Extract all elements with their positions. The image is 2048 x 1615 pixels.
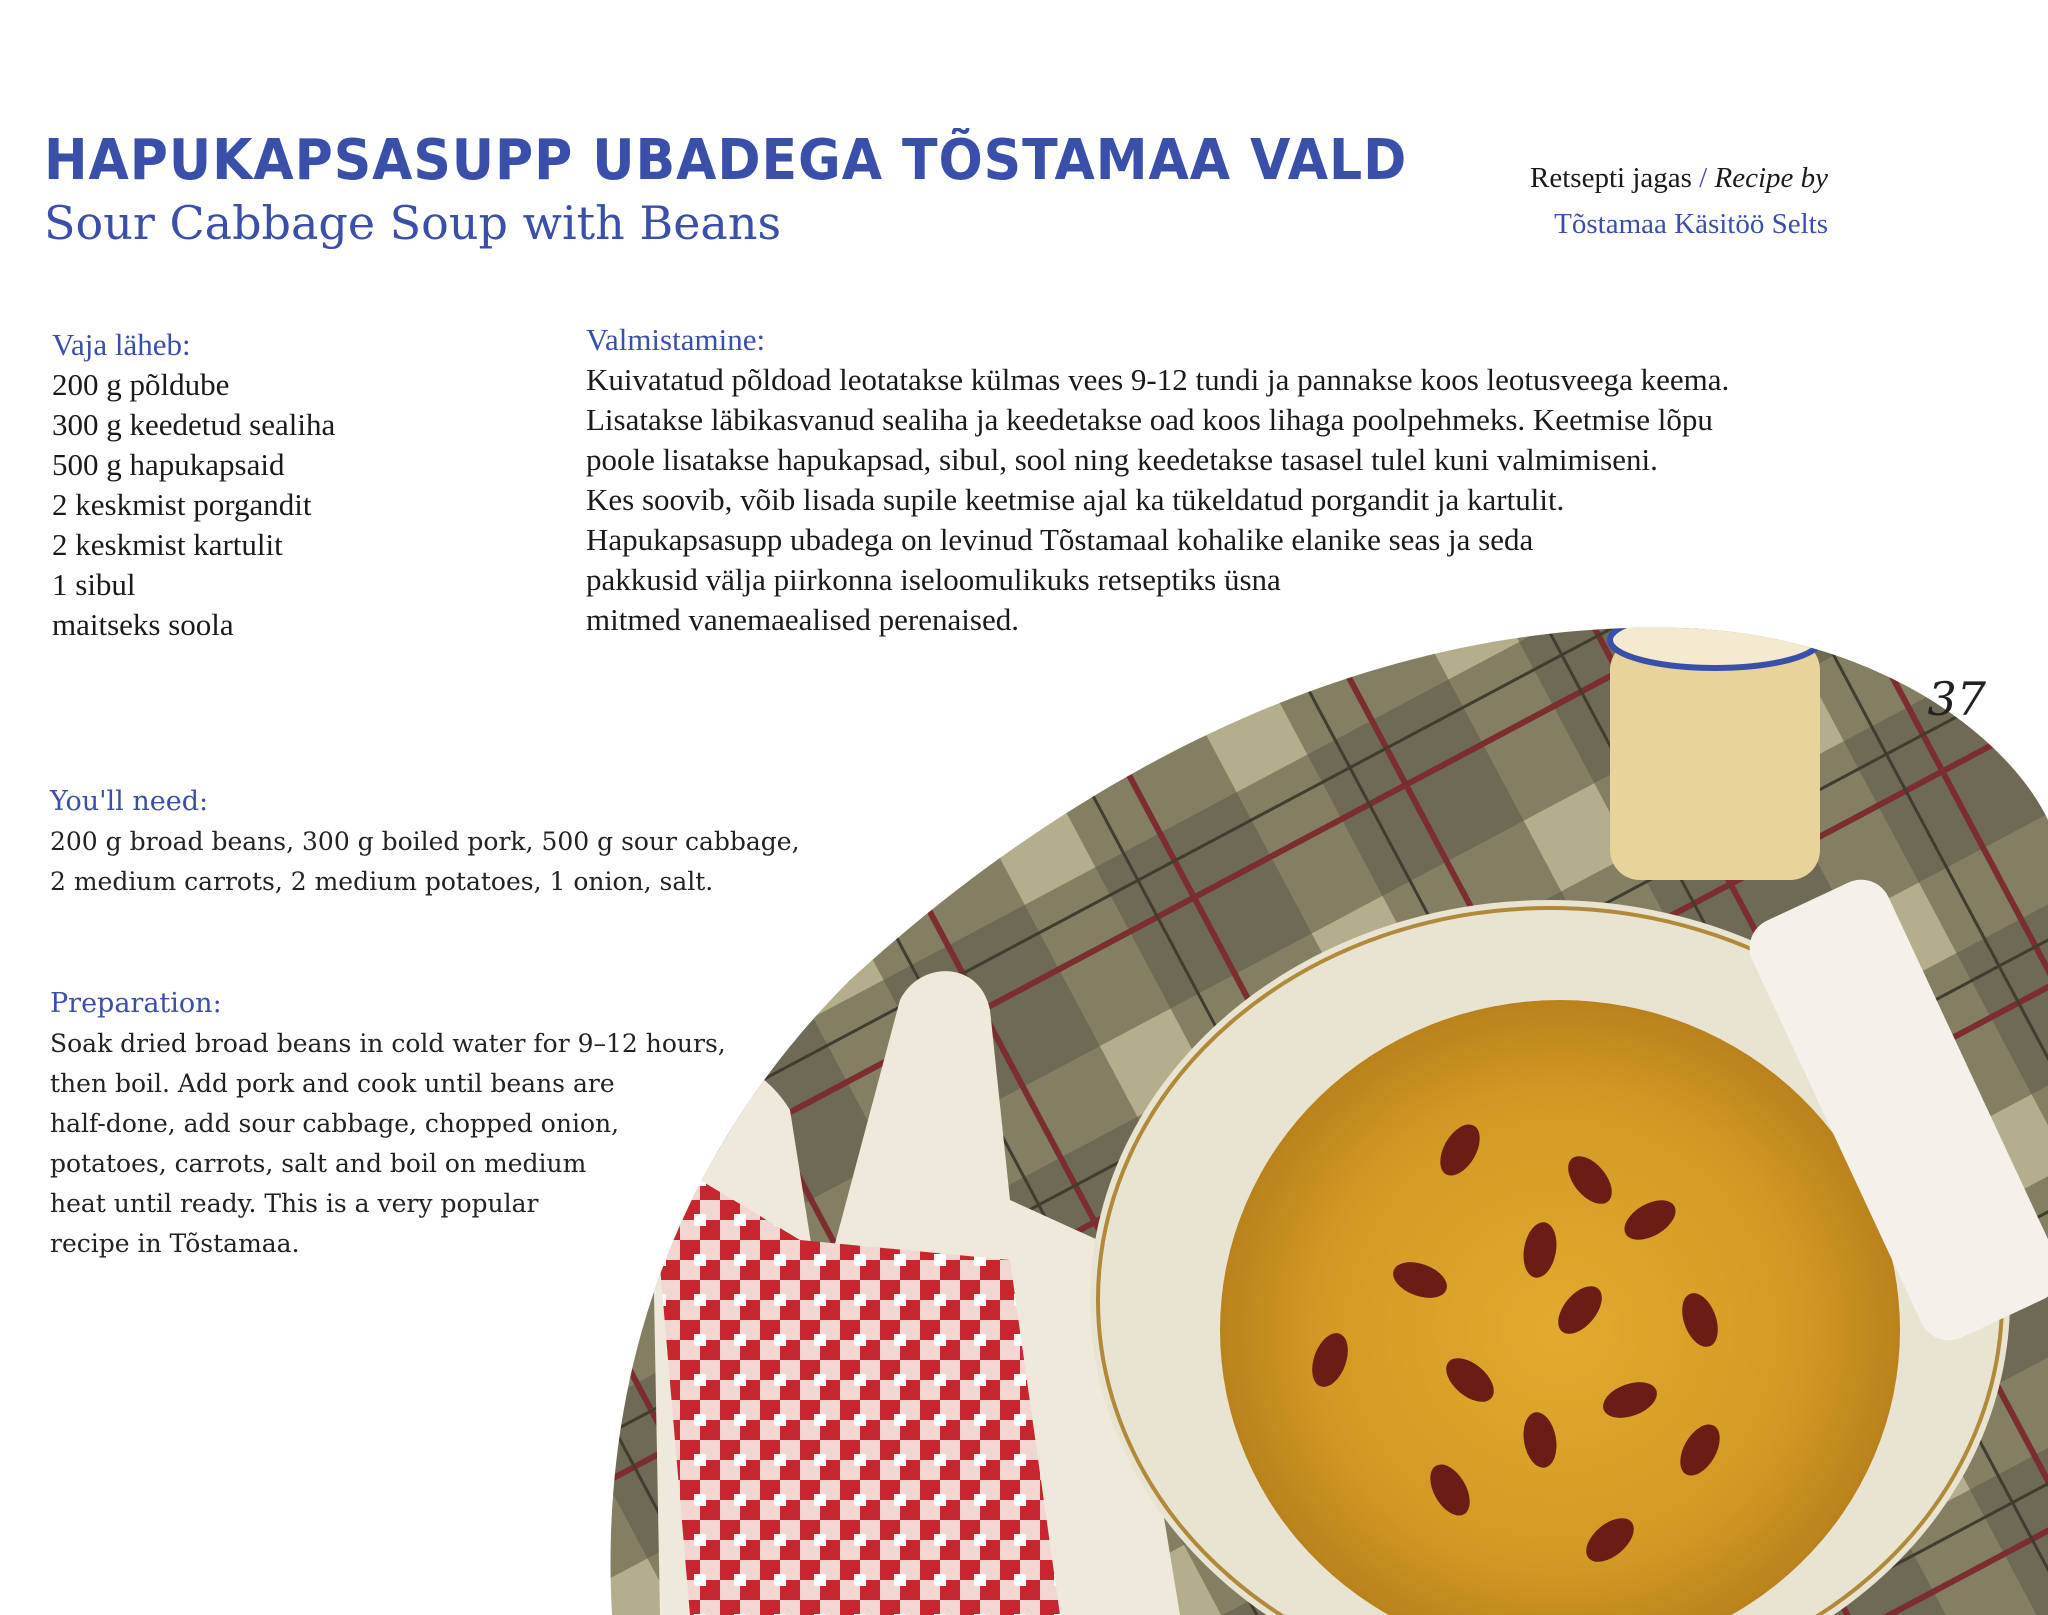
page-title: HAPUKAPSASUPP UBADEGA TÕSTAMAA VALD [44,128,1408,193]
ingredients-et-list [52,365,335,645]
ingredient-item: 300 g keedetud sealiha [52,407,336,442]
milk-glass [1610,612,1820,880]
method-et-line: poole lisatakse hapukapsad, sibul, sool ning keedetakse tasasel tulel kuni valmimiseni. [586,442,1658,477]
ingredients-en-line: 200 g broad beans, 300 g boiled pork, 500 g sour cabbage, [50,827,800,856]
ingredients-et-heading: Vaja läheb: [52,327,191,362]
method-en-heading: Preparation: [50,988,222,1019]
method-et-line: Hapukapsasupp ubadega on levinud Tõstamaal kohalike elanike seas ja seda [586,522,1534,557]
ingredient-item: maitseks soola [52,607,234,642]
method-en [50,984,750,1264]
method-et [586,320,1846,640]
method-et-line: Kes soovib, võib lisada supile keetmise ajal ka tükeldatud porgandit ja kartulit. [586,482,1565,517]
recipe-by-label-en: Recipe by [1714,162,1828,194]
method-et-heading: Valmistamine: [586,322,766,357]
method-en-line: then boil. Add pork and cook until beans are [50,1069,615,1098]
recipe-author: Tõstamaa Käsitöö Selts [1554,208,1828,240]
ingredient-item: 200 g põldube [52,367,230,402]
method-et-line: Kuivatatud põldoad leotatakse külmas vees 9-12 tundi ja pannakse koos leotusveega keema. [586,362,1730,397]
method-en-line: potatoes, carrots, salt and boil on medium [50,1149,587,1178]
method-en-line: heat until ready. This is a very popular [50,1189,539,1218]
method-en-line: half-done, add sour cabbage, chopped onion, [50,1109,620,1138]
recipe-credit [1530,155,1828,247]
ingredient-item: 1 sibul [52,567,136,602]
ingredient-item: 2 keskmist porgandit [52,487,312,522]
page-number: 37 [1927,672,1986,726]
ingredient-item: 2 keskmist kartulit [52,527,283,562]
ingredient-item: 500 g hapukapsaid [52,447,285,482]
method-en-line: Soak dried broad beans in cold water for 9–12 hours, [50,1029,726,1058]
ingredients-et [52,325,335,645]
method-en-line: recipe in Tõstamaa. [50,1229,300,1258]
method-et-line: mitmed vanemaealised perenaised. [586,602,1019,637]
recipe-by-label-et: Retsepti jagas [1530,162,1692,194]
method-et-line: pakkusid välja piirkonna iseloomulikuks retseptiks üsna [586,562,1281,597]
ingredients-en [50,782,800,902]
ingredients-en-line: 2 medium carrots, 2 medium potatoes, 1 onion, salt. [50,867,714,896]
recipe-by-separator: / [1699,162,1708,194]
method-et-line: Lisatakse läbikasvanud sealiha ja keedetakse oad koos lihaga poolpehmeks. Keetmise lõpu [586,402,1713,437]
ingredients-en-heading: You'll need: [50,786,209,817]
page-subtitle: Sour Cabbage Soup with Beans [44,196,782,250]
